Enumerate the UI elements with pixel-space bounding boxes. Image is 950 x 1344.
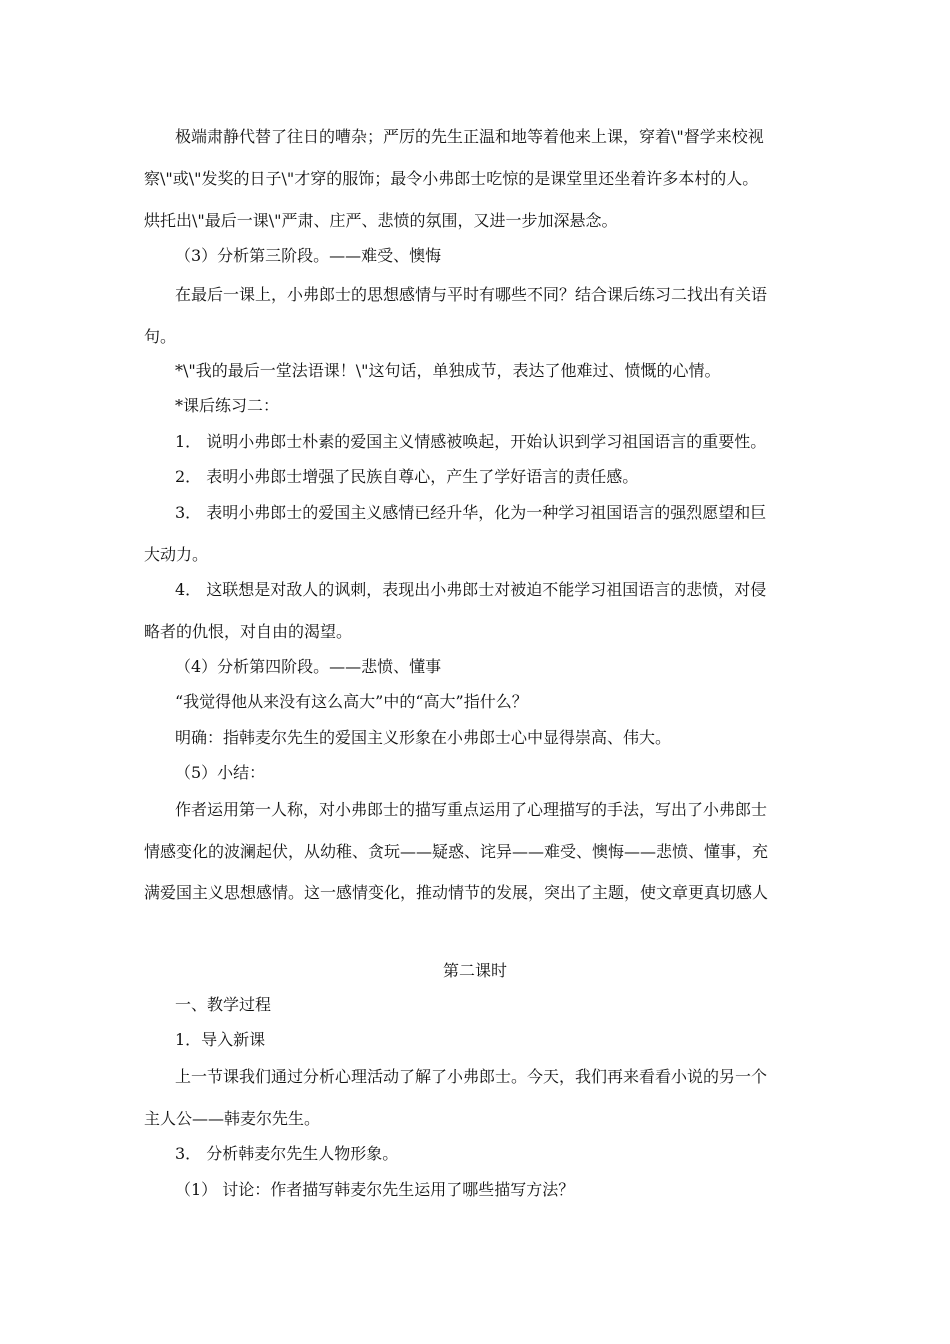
- paragraph-line: 主人公——韩麦尔先生。: [144, 1109, 321, 1128]
- section-heading: 一、教学过程: [175, 995, 272, 1014]
- paragraph-line: 明确：指韩麦尔先生的爱国主义形象在小弗郎士心中显得崇高、伟大。: [175, 728, 672, 747]
- list-item: 1． 说明小弗郎士朴素的爱国主义情感被唤起，开始认识到学习祖国语言的重要性。: [175, 432, 767, 451]
- section-heading: （3）分析第三阶段。——难受、懊悔: [175, 246, 442, 265]
- paragraph-line: 略者的仇恨，对自由的渴望。: [144, 622, 353, 641]
- paragraph-line: 烘托出\"最后一课\"严肃、庄严、悲愤的氛围，又进一步加深悬念。: [144, 211, 618, 230]
- paragraph-line: 满爱国主义思想感情。这一感情变化，推动情节的发展，突出了主题，使文章更真切感人: [144, 883, 769, 902]
- paragraph-line: *课后练习二：: [175, 396, 280, 415]
- section-heading: 1．导入新课: [175, 1030, 266, 1049]
- paragraph-line: 情感变化的波澜起伏，从幼稚、贪玩——疑惑、诧异——难受、懊悔——悲愤、懂事，充: [144, 842, 769, 861]
- list-item: （1） 讨论：作者描写韩麦尔先生运用了哪些描写方法？: [175, 1180, 575, 1199]
- list-item: 3． 表明小弗郎士的爱国主义感情已经升华，化为一种学习祖国语言的强烈愿望和巨: [175, 503, 767, 522]
- paragraph-line: *\"我的最后一堂法语课！\"这句话，单独成节，表达了他难过、愤慨的心情。: [175, 361, 721, 380]
- section-heading: （4）分析第四阶段。——悲愤、懂事: [175, 657, 442, 676]
- paragraph-line: 句。: [144, 327, 177, 346]
- list-item: 2． 表明小弗郎士增强了民族自尊心，产生了学好语言的责任感。: [175, 467, 639, 486]
- paragraph-line: 上一节课我们通过分析心理活动了解了小弗郎士。今天，我们再来看看小说的另一个: [175, 1067, 768, 1086]
- list-item: 3． 分析韩麦尔先生人物形象。: [175, 1144, 399, 1163]
- paragraph-line: 作者运用第一人称，对小弗郎士的描写重点运用了心理描写的手法，写出了小弗郎士: [175, 800, 768, 819]
- paragraph-line: 在最后一课上，小弗郎士的思想感情与平时有哪些不同？结合课后练习二找出有关语: [175, 285, 768, 304]
- list-item: 4． 这联想是对敌人的讽刺，表现出小弗郎士对被迫不能学习祖国语言的悲愤，对侵: [175, 580, 767, 599]
- section-heading: （5）小结：: [175, 763, 266, 782]
- paragraph-line: 大动力。: [144, 545, 209, 564]
- paragraph-line: “我觉得他从来没有这么高大”中的“高大”指什么？: [175, 692, 528, 711]
- lesson-title: 第二课时: [442, 961, 507, 980]
- paragraph-line: 察\"或\"发奖的日子\"才穿的服饰；最令小弗郎士吃惊的是课堂里还坐着许多本村的人。: [144, 169, 759, 188]
- paragraph-line: 极端肃静代替了往日的嘈杂；严厉的先生正温和地等着他来上课，穿着\"督学来校视: [175, 127, 764, 146]
